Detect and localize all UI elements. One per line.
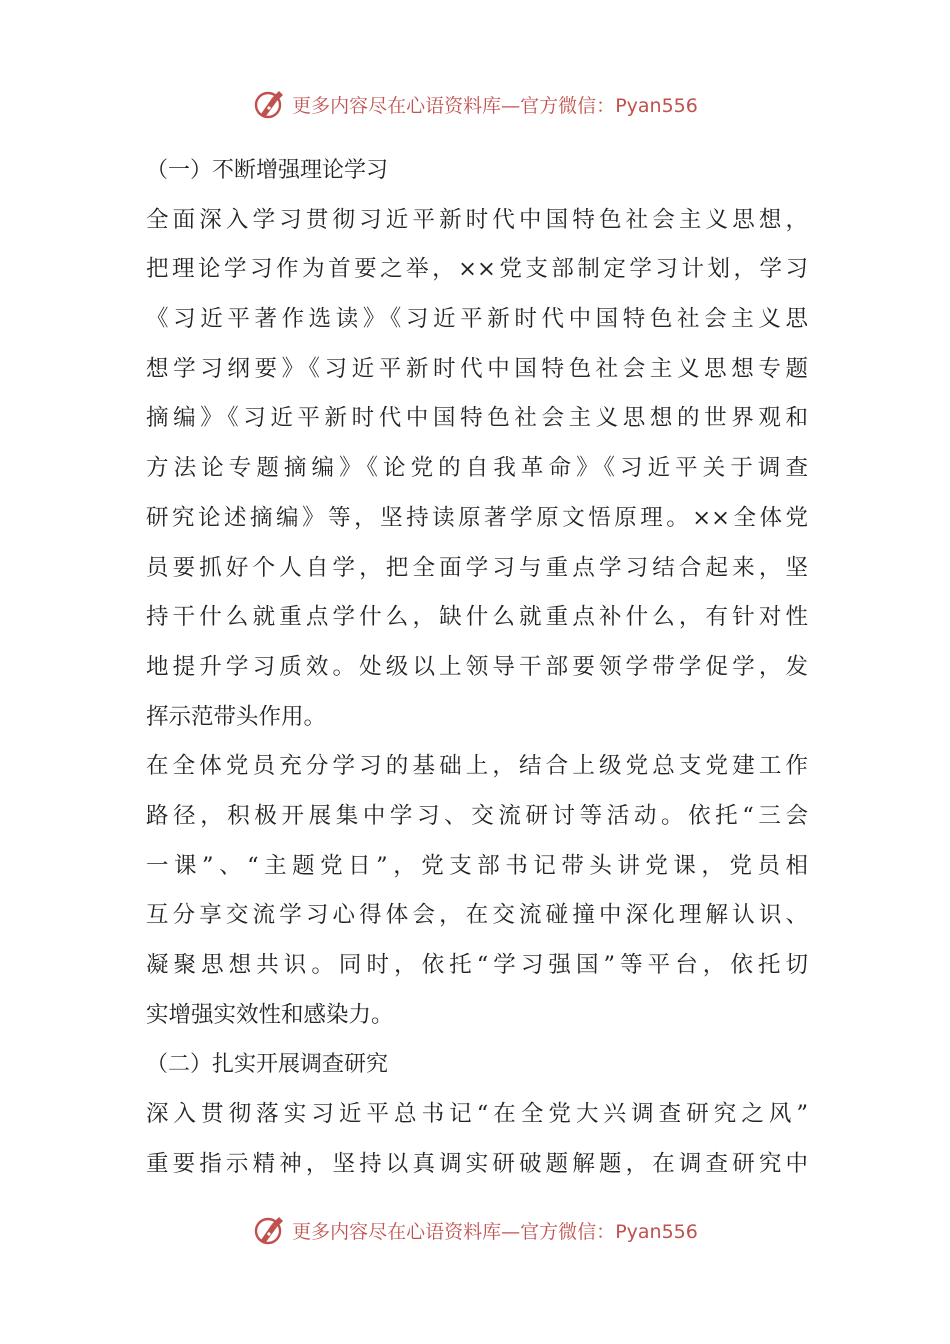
banner-wechat-label: 官方微信： — [520, 94, 616, 117]
banner-main-text: 更多内容尽在心语资料库 — [292, 94, 502, 117]
footer-banner — [0, 1210, 950, 1250]
banner-wechat-label: 官方微信： — [520, 1220, 616, 1243]
banner-text — [292, 1217, 698, 1244]
banner-wechat-id: Pyan556 — [615, 94, 698, 117]
document-body — [146, 146, 808, 1189]
text-line: 互分享交流学习心得体会，在交流碰撞中深化理解认识、 — [146, 902, 808, 929]
text-line: 深入贯彻落实习近平总书记“在全党大兴调查研究之风” — [146, 1101, 808, 1128]
text-line: 持干什么就重点学什么，缺什么就重点补什么，有针对性 — [146, 604, 808, 631]
text-line: 地提升学习质效。处级以上领导干部要领学带学促学，发 — [146, 653, 808, 680]
banner-text — [292, 91, 698, 118]
section-heading: （一）不断增强理论学习 — [146, 158, 389, 183]
text-line: 研究论述摘编》等，坚持读原著学原文悟原理。××全体党 — [146, 504, 808, 531]
text-line: 一课”、“主题党日”，党支部书记带头讲党课，党员相 — [146, 852, 808, 879]
text-line: 全面深入学习贯彻习近平新时代中国特色社会主义思想， — [146, 206, 808, 233]
section-heading: （二）扎实开展调查研究 — [146, 1052, 389, 1078]
text-line: 员要抓好个人自学，把全面学习与重点学习结合起来，坚 — [146, 554, 808, 581]
text-line: 方法论专题摘编》《论党的自我革命》《习近平关于调查 — [146, 455, 808, 482]
banner-main-text: 更多内容尽在心语资料库 — [292, 1220, 502, 1243]
banner-separator: — — [501, 1220, 521, 1243]
header-banner — [0, 84, 950, 124]
text-line: 实增强实效性和感染力。 — [146, 1001, 394, 1028]
pen-nib-icon — [252, 86, 288, 122]
text-line: 想学习纲要》《习近平新时代中国特色社会主义思想专题 — [146, 355, 808, 382]
text-line: 重要指示精神，坚持以真调实研破题解题，在调查研究中 — [146, 1150, 808, 1177]
text-line: 把理论学习作为首要之举，××党支部制定学习计划，学习 — [146, 256, 808, 283]
banner-separator: — — [501, 94, 521, 117]
banner-wechat-id: Pyan556 — [615, 1220, 698, 1243]
pen-nib-icon — [252, 1212, 288, 1248]
text-line: 在全体党员充分学习的基础上，结合上级党总支党建工作 — [146, 753, 808, 780]
text-line: 摘编》《习近平新时代中国特色社会主义思想的世界观和 — [146, 405, 808, 432]
text-line: 挥示范带头作用。 — [146, 703, 327, 730]
text-line: 路径，积极开展集中学习、交流研讨等活动。依托“三会 — [146, 802, 808, 829]
text-line: 《习近平著作选读》《习近平新时代中国特色社会主义思 — [146, 306, 808, 333]
text-line: 凝聚思想共识。同时，依托“学习强国”等平台，依托切 — [146, 952, 808, 978]
